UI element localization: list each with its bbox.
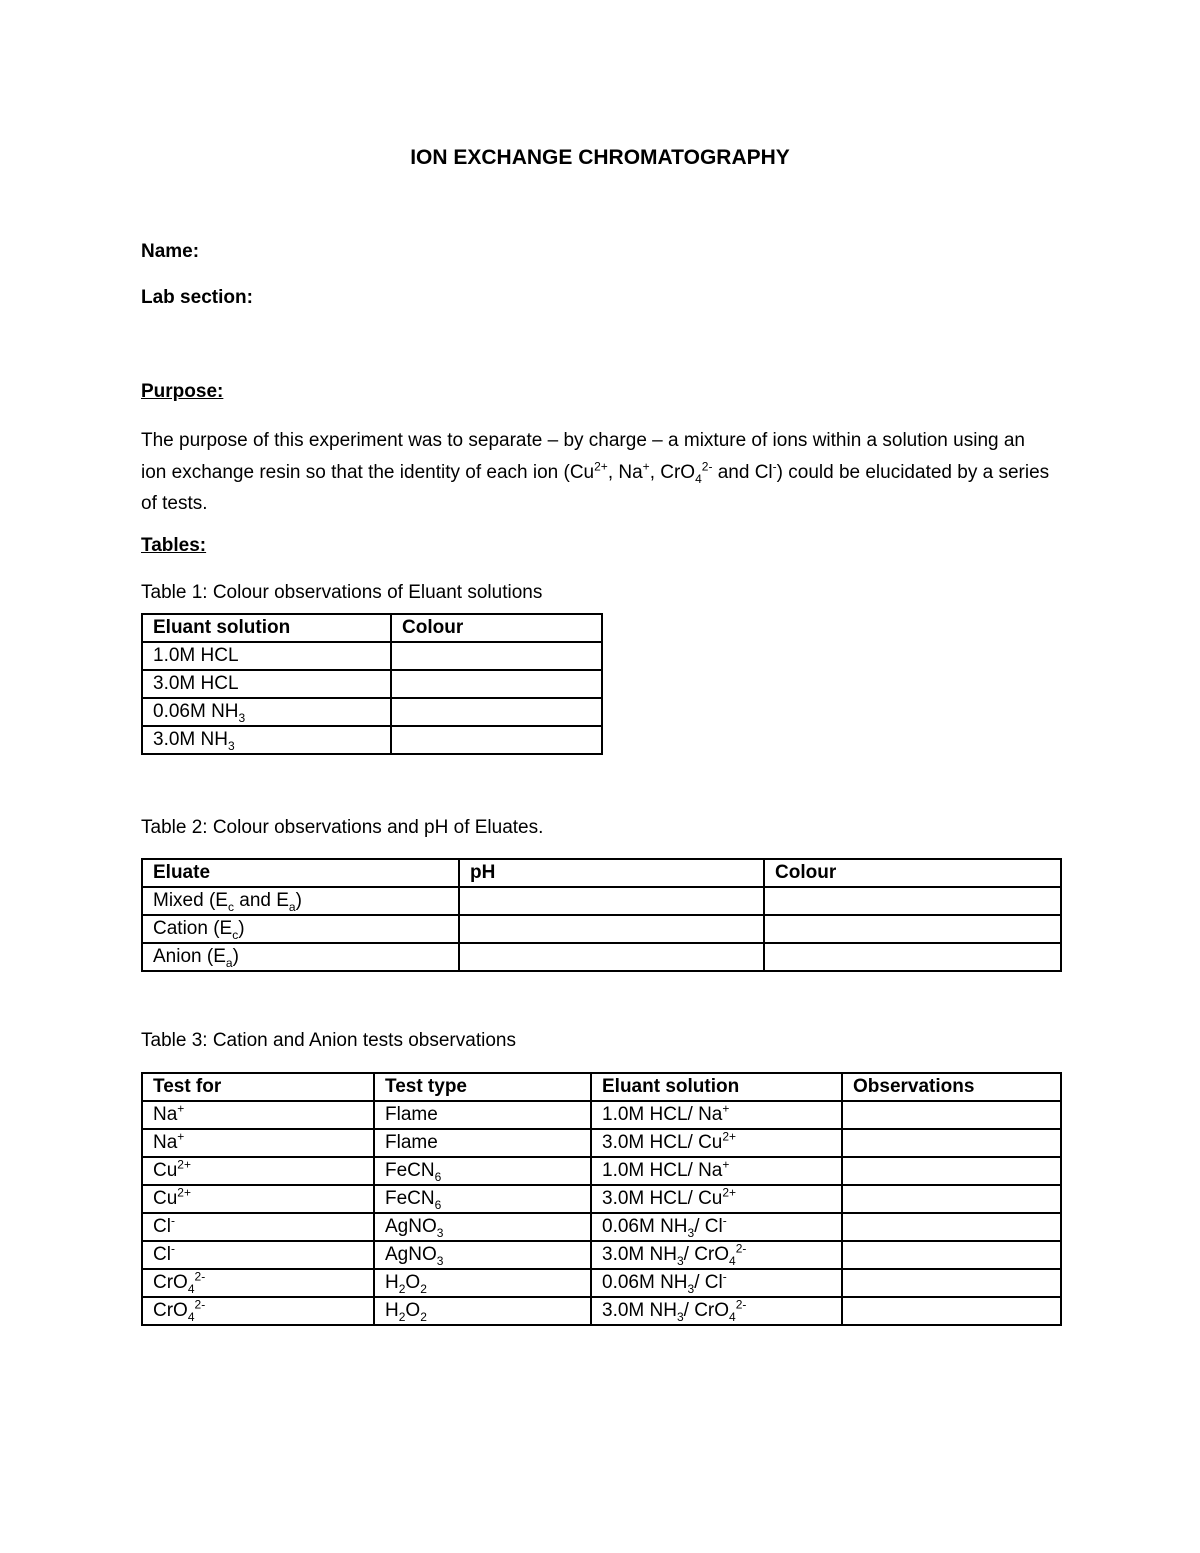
eluant-charge: - <box>722 1269 727 1284</box>
table3 <box>141 1072 1062 1326</box>
table1-caption: Table 1: Colour observations of Eluant solutions <box>141 582 543 603</box>
na-charge: + <box>642 459 650 474</box>
eluate-subscript: c <box>232 927 239 942</box>
test-for-cell <box>142 1157 374 1185</box>
cro4-charge: 2- <box>701 459 713 474</box>
table-row <box>142 1185 1061 1213</box>
ph-cell <box>459 887 764 915</box>
table1-header-cell: Eluant solution <box>142 614 391 642</box>
name-label: Name: <box>141 241 200 262</box>
eluant-subscript: 4 <box>729 1309 736 1324</box>
test-type-cell <box>374 1269 591 1297</box>
reagent-text: FeCN <box>385 1160 435 1181</box>
purpose-paragraph <box>141 425 1051 520</box>
table2-header-cell: Eluate <box>142 859 459 887</box>
ion-text: Cu <box>153 1188 178 1209</box>
table-row <box>142 1129 1061 1157</box>
reagent-subscript: 6 <box>434 1197 442 1212</box>
ion-charge: 2- <box>194 1269 206 1284</box>
eluant-text: 3.0M NH <box>602 1244 677 1265</box>
ion-subscript: 4 <box>187 1309 195 1324</box>
eluant-text: / CrO <box>683 1244 730 1265</box>
test-for-cell <box>142 1129 374 1157</box>
eluant-subscript: 3 <box>687 1281 695 1296</box>
table1-header-cell: Colour <box>391 614 602 642</box>
test-type-cell <box>374 1129 591 1157</box>
ion-charge: 2+ <box>177 1185 191 1200</box>
observations-cell <box>842 1297 1061 1325</box>
eluate-cell <box>142 943 459 971</box>
eluant-solution-cell <box>591 1129 842 1157</box>
colour-cell <box>391 726 602 754</box>
ion-text: Na <box>153 1104 178 1125</box>
colour-cell <box>391 698 602 726</box>
reagent-subscript: 2 <box>420 1309 427 1324</box>
purpose-text: ) could be elucidated by a series of tests. <box>141 461 1050 514</box>
eluate-text: and E <box>233 890 289 911</box>
test-for-cell <box>142 1241 374 1269</box>
eluant-cell <box>142 642 391 670</box>
table2-header-cell: pH <box>459 859 764 887</box>
test-type-cell <box>374 1213 591 1241</box>
ion-charge: - <box>170 1241 175 1256</box>
cl-charge: - <box>772 459 777 474</box>
eluant-charge: 2- <box>735 1241 747 1256</box>
eluant-text: 0.06M NH <box>602 1216 688 1237</box>
eluant-solution-cell <box>591 1101 842 1129</box>
eluate-subscript: a <box>288 899 296 914</box>
eluant-text: 3.0M HCL <box>153 673 239 694</box>
eluant-text: 1.0M HCL/ Na <box>602 1160 723 1181</box>
eluate-text: ) <box>295 890 302 911</box>
eluant-solution-cell <box>591 1297 842 1325</box>
eluate-text: Cation (E <box>153 918 233 939</box>
ion-text: CrO <box>153 1300 188 1321</box>
eluant-text: / Cl <box>694 1216 723 1237</box>
eluant-text: / Cl <box>694 1272 723 1293</box>
reagent-text: FeCN <box>385 1188 435 1209</box>
eluant-charge: - <box>722 1213 727 1228</box>
eluant-charge: + <box>722 1101 730 1116</box>
table3-header-cell: Test type <box>374 1073 591 1101</box>
eluate-text: Mixed (E <box>153 890 228 911</box>
purpose-text: , Na <box>607 461 643 483</box>
ion-text: Cl <box>153 1216 171 1237</box>
table-row <box>142 887 1061 915</box>
eluate-cell <box>142 915 459 943</box>
ion-charge: + <box>177 1101 185 1116</box>
colour-cell <box>764 943 1061 971</box>
reagent-subscript: 3 <box>436 1253 444 1268</box>
eluant-text: 3.0M HCL/ Cu <box>602 1132 723 1153</box>
test-for-cell <box>142 1101 374 1129</box>
table3-header-cell: Test for <box>142 1073 374 1101</box>
eluant-cell <box>142 726 391 754</box>
test-for-cell <box>142 1297 374 1325</box>
table3-body <box>142 1101 1061 1325</box>
table-row <box>142 1269 1061 1297</box>
eluant-solution-cell <box>591 1185 842 1213</box>
reagent-text: O <box>405 1300 421 1321</box>
eluant-charge: 2- <box>735 1297 747 1312</box>
eluant-text: 1.0M HCL/ Na <box>602 1104 723 1125</box>
ion-text: CrO <box>153 1272 188 1293</box>
document-title: ION EXCHANGE CHROMATOGRAPHY <box>410 146 790 169</box>
purpose-text: The purpose of this experiment was to separate – by charge – a mixture of ions within a solution using an ion exchange resin so that the identity of each ion (Cu <box>141 430 1025 483</box>
table-row <box>142 1297 1061 1325</box>
tables-heading: Tables: <box>141 535 207 556</box>
table3-header-cell: Observations <box>842 1073 1061 1101</box>
table-row <box>142 642 602 670</box>
eluant-text: 0.06M NH <box>153 701 239 722</box>
table-row <box>142 1157 1061 1185</box>
table-row <box>142 1213 1061 1241</box>
eluant-subscript: 4 <box>729 1253 736 1268</box>
table2-caption: Table 2: Colour observations and pH of Eluates. <box>141 817 544 838</box>
colour-cell <box>391 670 602 698</box>
eluate-text: ) <box>238 918 245 939</box>
cro4-subscript: 4 <box>695 471 702 486</box>
test-for-cell <box>142 1185 374 1213</box>
reagent-text: H <box>385 1300 399 1321</box>
ion-text: Cl <box>153 1244 171 1265</box>
ion-charge: 2- <box>194 1297 206 1312</box>
table2-header-cell: Colour <box>764 859 1061 887</box>
table-row <box>142 698 602 726</box>
reagent-subscript: 2 <box>398 1309 406 1324</box>
reagent-text: H <box>385 1272 399 1293</box>
ion-charge: + <box>177 1129 185 1144</box>
eluant-text: 0.06M NH <box>602 1272 688 1293</box>
eluant-subscript: 3 <box>676 1309 684 1324</box>
observations-cell <box>842 1129 1061 1157</box>
table1-header-row <box>142 614 602 642</box>
eluant-solution-cell <box>591 1269 842 1297</box>
test-for-cell <box>142 1213 374 1241</box>
table-row <box>142 670 602 698</box>
eluant-cell <box>142 670 391 698</box>
table1 <box>141 613 603 755</box>
table3-caption: Table 3: Cation and Anion tests observations <box>141 1030 516 1051</box>
ion-text: Na <box>153 1132 178 1153</box>
test-type-cell <box>374 1297 591 1325</box>
eluant-charge: 2+ <box>722 1129 737 1144</box>
table3-header-row <box>142 1073 1061 1101</box>
test-type-cell <box>374 1157 591 1185</box>
table-row <box>142 1241 1061 1269</box>
purpose-text: and Cl <box>712 461 773 483</box>
test-type-cell <box>374 1241 591 1269</box>
cu-charge: 2+ <box>594 459 608 474</box>
colour-cell <box>391 642 602 670</box>
observations-cell <box>842 1157 1061 1185</box>
reagent-subscript: 2 <box>398 1281 406 1296</box>
ph-cell <box>459 915 764 943</box>
test-for-cell <box>142 1269 374 1297</box>
eluant-subscript: 3 <box>227 738 235 753</box>
reagent-text: Flame <box>385 1104 438 1125</box>
reagent-subscript: 6 <box>434 1169 442 1184</box>
colour-cell <box>764 887 1061 915</box>
test-type-cell <box>374 1185 591 1213</box>
eluant-charge: 2+ <box>722 1185 737 1200</box>
eluate-cell <box>142 887 459 915</box>
eluant-subscript: 3 <box>238 710 246 725</box>
eluate-text: ) <box>232 946 239 967</box>
eluant-text: / CrO <box>683 1300 730 1321</box>
reagent-subscript: 2 <box>420 1281 427 1296</box>
purpose-text: , CrO <box>649 461 696 483</box>
eluate-subscript: c <box>227 899 234 914</box>
eluant-text: 3.0M NH <box>153 729 228 750</box>
eluate-text: Anion (E <box>153 946 226 967</box>
eluant-cell <box>142 698 391 726</box>
reagent-subscript: 3 <box>436 1225 444 1240</box>
eluant-subscript: 3 <box>676 1253 684 1268</box>
observations-cell <box>842 1185 1061 1213</box>
reagent-text: AgNO <box>385 1216 437 1237</box>
table-row <box>142 726 602 754</box>
eluate-subscript: a <box>225 955 233 970</box>
reagent-text: O <box>405 1272 421 1293</box>
reagent-text: Flame <box>385 1132 438 1153</box>
lab-section-label: Lab section: <box>141 287 253 308</box>
table-row <box>142 1101 1061 1129</box>
colour-cell <box>764 915 1061 943</box>
ion-subscript: 4 <box>187 1281 195 1296</box>
eluant-solution-cell <box>591 1157 842 1185</box>
observations-cell <box>842 1241 1061 1269</box>
observations-cell <box>842 1101 1061 1129</box>
eluant-subscript: 3 <box>687 1225 695 1240</box>
observations-cell <box>842 1213 1061 1241</box>
eluant-text: 3.0M NH <box>602 1300 677 1321</box>
test-type-cell <box>374 1101 591 1129</box>
observations-cell <box>842 1269 1061 1297</box>
ion-text: Cu <box>153 1160 178 1181</box>
ion-charge: 2+ <box>177 1157 191 1172</box>
table2 <box>141 858 1062 972</box>
purpose-heading: Purpose: <box>141 381 224 402</box>
eluant-solution-cell <box>591 1241 842 1269</box>
reagent-text: AgNO <box>385 1244 437 1265</box>
table-row <box>142 915 1061 943</box>
table3-header-cell: Eluant solution <box>591 1073 842 1101</box>
table-row <box>142 943 1061 971</box>
table2-header-row <box>142 859 1061 887</box>
eluant-text: 3.0M HCL/ Cu <box>602 1188 723 1209</box>
eluant-charge: + <box>722 1157 730 1172</box>
ph-cell <box>459 943 764 971</box>
ion-charge: - <box>170 1213 175 1228</box>
eluant-text: 1.0M HCL <box>153 645 239 666</box>
eluant-solution-cell <box>591 1213 842 1241</box>
